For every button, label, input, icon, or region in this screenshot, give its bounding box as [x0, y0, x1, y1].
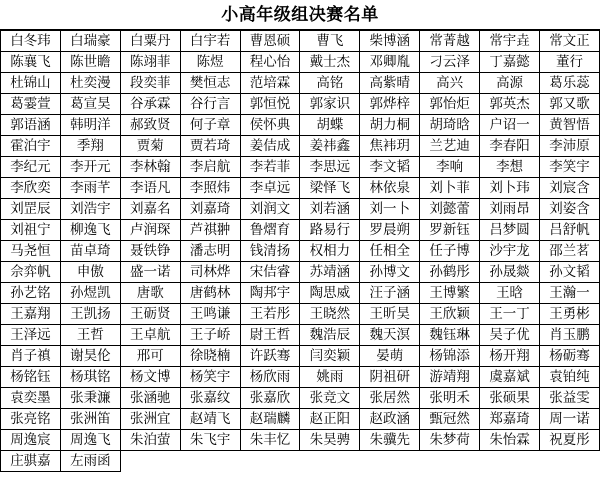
name-cell: 王鸣谦 [180, 304, 240, 325]
name-cell: 张洲笛 [60, 409, 120, 430]
table-row [1, 346, 600, 367]
name-cell: 吴子优 [480, 325, 540, 346]
name-cell: 王博繁 [420, 283, 480, 304]
name-cell: 肖玉鹏 [540, 325, 600, 346]
name-cell: 王晗 [480, 283, 540, 304]
name-cell: 梁怿飞 [300, 178, 360, 199]
name-cell: 苏靖涵 [300, 262, 360, 283]
name-cell: 张益雯 [540, 388, 600, 409]
name-cell: 周逸宸 [1, 430, 61, 451]
name-cell: 常菁越 [420, 31, 480, 52]
name-cell: 刘懿蕾 [420, 199, 480, 220]
name-cell: 卢润琛 [120, 220, 180, 241]
name-cell: 王瀚一 [540, 283, 600, 304]
name-cell: 陈襄飞 [1, 52, 61, 73]
name-cell: 张居然 [360, 388, 420, 409]
table-row [1, 283, 600, 304]
name-cell: 胡力桐 [360, 115, 420, 136]
name-cell: 贾菊 [120, 136, 180, 157]
name-cell: 佘弈帆 [1, 262, 61, 283]
name-cell: 王砺贤 [120, 304, 180, 325]
name-cell: 赵正阳 [300, 409, 360, 430]
name-cell: 郭怡炬 [420, 94, 480, 115]
name-cell: 李卓远 [240, 178, 300, 199]
name-cell: 姜祎鑫 [300, 136, 360, 157]
name-cell: 王子峤 [180, 325, 240, 346]
name-cell: 张秉濂 [60, 388, 120, 409]
table-row [1, 52, 600, 73]
name-cell: 徐晓楠 [180, 346, 240, 367]
name-cell: 林依泉 [360, 178, 420, 199]
name-cell: 郝致贤 [120, 115, 180, 136]
name-cell: 王昕昊 [360, 304, 420, 325]
name-cell: 苗卓琦 [60, 241, 120, 262]
name-cell: 丁嘉懿 [480, 52, 540, 73]
name-cell: 杨开翔 [480, 346, 540, 367]
name-cell: 白粟丹 [120, 31, 180, 52]
name-cell: 李思远 [300, 157, 360, 178]
name-cell: 王晓然 [300, 304, 360, 325]
name-cell: 芦祺翀 [180, 220, 240, 241]
table-row [1, 430, 600, 451]
name-cell: 朱怡霖 [480, 430, 540, 451]
name-cell: 司林烨 [180, 262, 240, 283]
name-cell: 唐鹤林 [180, 283, 240, 304]
name-cell: 白冬玮 [1, 31, 61, 52]
name-cell: 户诏一 [480, 115, 540, 136]
name-cell: 任子博 [420, 241, 480, 262]
name-cell: 周逸飞 [60, 430, 120, 451]
table-row [1, 241, 600, 262]
name-cell: 刘卜菲 [420, 178, 480, 199]
name-cell: 魏钰琳 [420, 325, 480, 346]
name-cell: 霍泊宇 [1, 136, 61, 157]
table-row [1, 220, 600, 241]
name-cell: 聂铁铮 [120, 241, 180, 262]
empty-cell [300, 451, 360, 472]
name-cell: 赵瑞麟 [240, 409, 300, 430]
name-cell: 李林翰 [120, 157, 180, 178]
name-cell: 张硕果 [480, 388, 540, 409]
table-row [1, 136, 600, 157]
name-cell: 王泽远 [1, 325, 61, 346]
name-cell: 尉王哲 [240, 325, 300, 346]
name-cell: 朱泊萤 [120, 430, 180, 451]
table-row [1, 304, 600, 325]
table-row [1, 178, 600, 199]
name-cell: 高兴 [420, 73, 480, 94]
name-cell: 路易行 [300, 220, 360, 241]
name-cell: 柴博涵 [360, 31, 420, 52]
name-cell: 刘祖宁 [1, 220, 61, 241]
name-cell: 朱骥先 [360, 430, 420, 451]
name-cell: 姜佶成 [240, 136, 300, 157]
name-cell: 杨铭钰 [1, 367, 61, 388]
empty-cell [240, 451, 300, 472]
name-cell: 张洲宜 [120, 409, 180, 430]
name-cell: 刘若涵 [300, 199, 360, 220]
name-cell: 李沛原 [540, 136, 600, 157]
sheet-title: 小高年级组决赛名单 [0, 0, 600, 30]
name-cell: 李开元 [60, 157, 120, 178]
name-cell: 白瑞豪 [60, 31, 120, 52]
name-cell: 孙文韬 [540, 262, 600, 283]
name-cell: 刘姿含 [540, 199, 600, 220]
name-cell: 王若彤 [240, 304, 300, 325]
name-cell: 赵靖飞 [180, 409, 240, 430]
name-cell: 谷承霖 [120, 94, 180, 115]
empty-cell [360, 451, 420, 472]
name-cell: 侯怀典 [240, 115, 300, 136]
name-cell: 汪子涵 [360, 283, 420, 304]
name-cell: 贾若琦 [180, 136, 240, 157]
name-cell: 高源 [480, 73, 540, 94]
name-cell: 张涵驰 [120, 388, 180, 409]
table-row [1, 73, 600, 94]
name-cell: 左雨函 [60, 451, 120, 472]
name-cell: 任相全 [360, 241, 420, 262]
name-cell: 刘卜玮 [480, 178, 540, 199]
name-table-body [1, 31, 600, 472]
name-cell: 杨笑宇 [180, 367, 240, 388]
name-cell: 肖子禛 [1, 346, 61, 367]
name-cell: 范培霖 [240, 73, 300, 94]
name-cell: 郭恒悦 [240, 94, 300, 115]
name-cell: 陶思威 [300, 283, 360, 304]
name-cell: 刘嘉名 [120, 199, 180, 220]
name-cell: 程心怡 [240, 52, 300, 73]
name-cell: 庄骐嘉 [1, 451, 61, 472]
table-row [1, 262, 600, 283]
name-cell: 何子章 [180, 115, 240, 136]
name-cell: 郭烨梓 [360, 94, 420, 115]
table-row [1, 325, 600, 346]
name-cell: 邵兰茗 [540, 241, 600, 262]
name-cell: 杨锦添 [420, 346, 480, 367]
name-cell: 杜奕漫 [60, 73, 120, 94]
empty-cell [540, 451, 600, 472]
name-cell: 朱昊骋 [300, 430, 360, 451]
name-cell: 黄智悟 [540, 115, 600, 136]
name-cell: 兰艺迪 [420, 136, 480, 157]
name-cell: 袁铂纯 [540, 367, 600, 388]
name-cell: 钱清扬 [240, 241, 300, 262]
name-cell: 陶邦宇 [240, 283, 300, 304]
name-cell: 刘浩宇 [60, 199, 120, 220]
name-cell: 郭家识 [300, 94, 360, 115]
name-cell: 王勇彬 [540, 304, 600, 325]
name-cell: 祝夏彤 [540, 430, 600, 451]
name-cell: 胡琦晗 [420, 115, 480, 136]
name-cell: 宋佶睿 [240, 262, 300, 283]
name-cell: 曹恩硕 [240, 31, 300, 52]
name-cell: 郭语涵 [1, 115, 61, 136]
name-cell: 王欣颖 [420, 304, 480, 325]
table-row [1, 409, 600, 430]
name-cell: 朱飞宇 [180, 430, 240, 451]
empty-cell [480, 451, 540, 472]
name-cell: 孙晟燚 [480, 262, 540, 283]
name-cell: 李语凡 [120, 178, 180, 199]
name-cell: 葛宣昊 [60, 94, 120, 115]
name-cell: 孙博文 [360, 262, 420, 283]
name-cell: 郭英杰 [480, 94, 540, 115]
name-cell: 吕舒帆 [540, 220, 600, 241]
name-cell: 李文韬 [360, 157, 420, 178]
name-cell: 戴士杰 [300, 52, 360, 73]
name-cell: 王嘉翔 [1, 304, 61, 325]
name-cell: 常文正 [540, 31, 600, 52]
name-cell: 姚雨 [300, 367, 360, 388]
name-cell: 张嘉纹 [180, 388, 240, 409]
table-row [1, 388, 600, 409]
name-cell: 李春阳 [480, 136, 540, 157]
name-cell: 李笑宇 [540, 157, 600, 178]
name-cell: 杨文博 [120, 367, 180, 388]
name-cell: 朱丰忆 [240, 430, 300, 451]
name-cell: 罗晨朔 [360, 220, 420, 241]
name-cell: 陈翊菲 [120, 52, 180, 73]
name-cell: 王卓航 [120, 325, 180, 346]
name-cell: 邓卿胤 [360, 52, 420, 73]
table-row [1, 451, 600, 472]
name-cell: 谢昊伦 [60, 346, 120, 367]
name-cell: 杨欣雨 [240, 367, 300, 388]
name-cell: 许跃骞 [240, 346, 300, 367]
name-cell: 董行 [540, 52, 600, 73]
name-cell: 朱梦荷 [420, 430, 480, 451]
name-cell: 李启航 [180, 157, 240, 178]
table-row [1, 94, 600, 115]
name-cell: 王凯扬 [60, 304, 120, 325]
name-cell: 孙艺铭 [1, 283, 61, 304]
empty-cell [420, 451, 480, 472]
name-cell: 高铭 [300, 73, 360, 94]
table-row [1, 31, 600, 52]
name-cell: 潘志明 [180, 241, 240, 262]
name-cell: 邢可 [120, 346, 180, 367]
name-cell: 杜锦山 [1, 73, 61, 94]
name-cell: 郑嘉琦 [480, 409, 540, 430]
name-cell: 申傲 [60, 262, 120, 283]
name-cell: 孙鹤彤 [420, 262, 480, 283]
name-cell: 张亮铭 [1, 409, 61, 430]
name-cell: 权相力 [300, 241, 360, 262]
name-cell: 葛霎萱 [1, 94, 61, 115]
empty-cell [120, 451, 180, 472]
name-cell: 王哲 [60, 325, 120, 346]
name-cell: 张竞文 [300, 388, 360, 409]
name-cell: 李纪元 [1, 157, 61, 178]
name-cell: 郭又歌 [540, 94, 600, 115]
name-cell: 樊恒志 [180, 73, 240, 94]
name-cell: 袁奕墨 [1, 388, 61, 409]
name-cell: 刘罡辰 [1, 199, 61, 220]
name-cell: 唐歌 [120, 283, 180, 304]
table-row [1, 115, 600, 136]
name-cell: 李若菲 [240, 157, 300, 178]
name-cell: 杨琪铭 [60, 367, 120, 388]
name-cell: 李想 [480, 157, 540, 178]
name-cell: 鲁熠育 [240, 220, 300, 241]
name-cell: 刘一卜 [360, 199, 420, 220]
name-cell: 晏萌 [360, 346, 420, 367]
name-cell: 沙宇龙 [480, 241, 540, 262]
name-cell: 张嘉欣 [240, 388, 300, 409]
name-cell: 孙煜凯 [60, 283, 120, 304]
name-cell: 段奕菲 [120, 73, 180, 94]
name-table [0, 30, 600, 472]
name-cell: 刘润文 [240, 199, 300, 220]
name-cell: 常宇垚 [480, 31, 540, 52]
name-cell: 刘嘉琦 [180, 199, 240, 220]
name-cell: 葛乐蕊 [540, 73, 600, 94]
name-cell: 焦袆玥 [360, 136, 420, 157]
name-cell: 陈世瞻 [60, 52, 120, 73]
name-cell: 李欣奕 [1, 178, 61, 199]
name-cell: 李雨芊 [60, 178, 120, 199]
table-row [1, 199, 600, 220]
name-cell: 刘宸含 [540, 178, 600, 199]
table-row [1, 157, 600, 178]
name-cell: 柳逸飞 [60, 220, 120, 241]
table-row [1, 367, 600, 388]
name-cell: 胡蝶 [300, 115, 360, 136]
name-cell: 马尧恒 [1, 241, 61, 262]
name-cell: 刘雨昂 [480, 199, 540, 220]
name-cell: 高紫晴 [360, 73, 420, 94]
name-cell: 罗新钰 [420, 220, 480, 241]
name-cell: 杨砺骞 [540, 346, 600, 367]
name-cell: 赵政涵 [360, 409, 420, 430]
name-cell: 魏浩辰 [300, 325, 360, 346]
name-cell: 魏天溟 [360, 325, 420, 346]
name-cell: 季翔 [60, 136, 120, 157]
name-cell: 谷行言 [180, 94, 240, 115]
name-cell: 李照炜 [180, 178, 240, 199]
name-cell: 阴祖研 [360, 367, 420, 388]
name-cell: 韩明洋 [60, 115, 120, 136]
name-cell: 甄冠然 [420, 409, 480, 430]
name-cell: 闫奕颖 [300, 346, 360, 367]
name-cell: 王一丁 [480, 304, 540, 325]
name-cell: 白宇若 [180, 31, 240, 52]
name-cell: 张明禾 [420, 388, 480, 409]
name-cell: 虞嘉斌 [480, 367, 540, 388]
name-cell: 游靖翔 [420, 367, 480, 388]
empty-cell [180, 451, 240, 472]
name-cell: 曹飞 [300, 31, 360, 52]
name-cell: 陈煜 [180, 52, 240, 73]
name-cell: 李响 [420, 157, 480, 178]
name-cell: 盛一诺 [120, 262, 180, 283]
name-cell: 刁云泽 [420, 52, 480, 73]
name-cell: 周一诺 [540, 409, 600, 430]
name-cell: 吕梦圆 [480, 220, 540, 241]
